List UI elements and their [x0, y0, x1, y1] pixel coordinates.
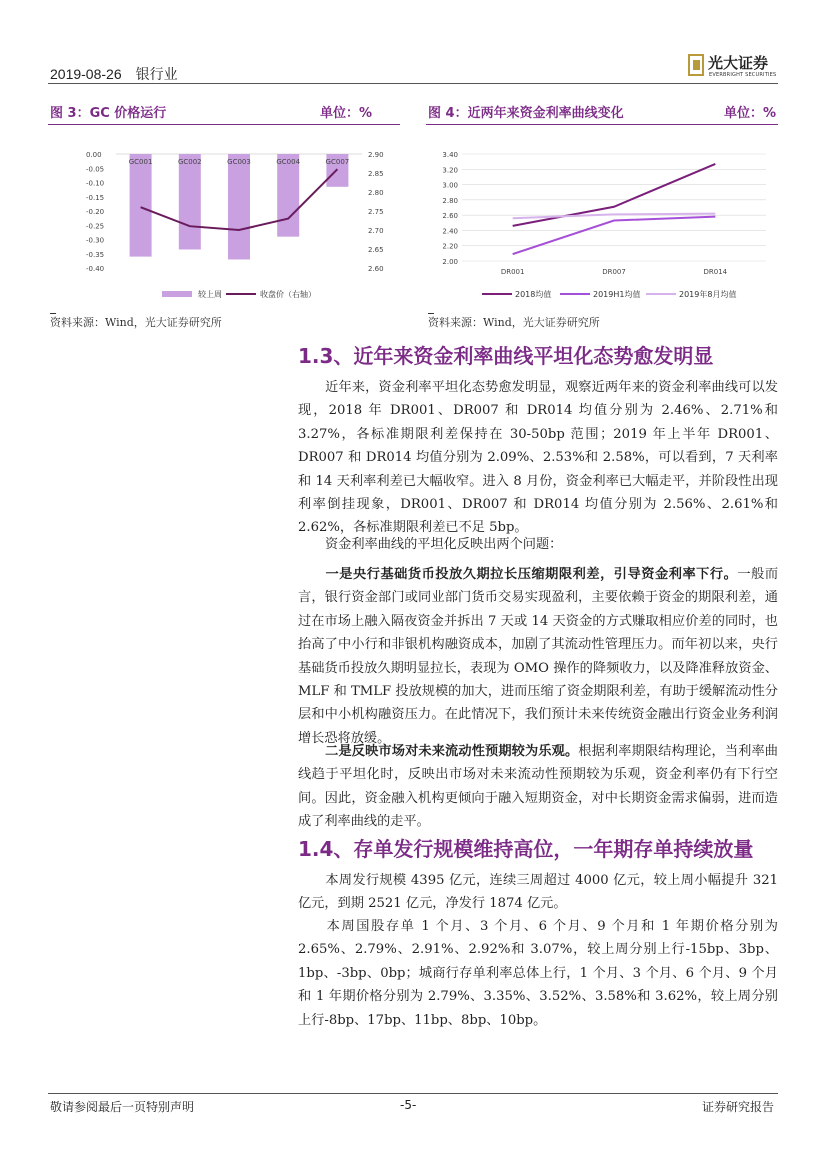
- header-divider: [48, 83, 778, 84]
- fig3-chart: [48, 140, 408, 310]
- legend-label-bar: 较上周: [198, 290, 222, 299]
- category-label: DR001: [500, 268, 525, 276]
- fig4-title-rule: [426, 124, 778, 125]
- legend-label-line: 收盘价（右轴）: [260, 290, 316, 299]
- paragraph-lead: 二是反映市场对未来流动性预期较为乐观。: [325, 744, 579, 759]
- fig3-title-rule: [48, 124, 400, 125]
- brand-logo: [688, 54, 783, 82]
- legend-label-2018: 2018均值: [515, 290, 552, 299]
- right-tick-label: 2.65: [368, 246, 384, 254]
- left-tick-label: -0.05: [86, 165, 105, 174]
- y-tick-label: 2.80: [442, 196, 458, 205]
- left-tick-label: -0.20: [86, 208, 105, 216]
- paragraph-text: 近年来，资金利率平坦化态势愈发明显，观察近两年来的资金利率曲线可以发现，2018 年 DR001、DR007 和 DR014 均值分别为 2.46%、2.71%和 3.27%，各标准期限利差保持在 30-50bp 范围；2019 年上半年 DR001、DR007 和 DR014 均值分别为 2.09%、2.53%和 2.58%，可以看到，7 天利率和 14 天利率利差已大幅收窄。进入 8 月份，资金利率已大幅走平，并阶段性出现利率倒挂现象，DR001、DR007 和 DR014 均值分别为 2.56%、2.61%和 2.62%，各标准期限利差已不足 5bp。: [298, 380, 778, 536]
- logo-english-name: EVERBRIGHT SECURITIES: [709, 72, 777, 78]
- fig4-lines: [513, 164, 716, 254]
- section-1-3-paragraph-4: [298, 740, 778, 834]
- logo-mark-icon: [688, 54, 704, 76]
- right-tick-label: 2.90: [368, 151, 384, 159]
- left-tick-label: -0.40: [86, 265, 105, 273]
- section-1-3-title: 1.3、近年来资金利率曲线平坦化态势愈发明显: [298, 344, 714, 368]
- fig4-chart: [426, 140, 778, 310]
- left-tick-label: -0.30: [86, 236, 105, 245]
- category-label: DR014: [703, 268, 728, 276]
- right-tick-label: 2.85: [368, 170, 384, 178]
- y-tick-label: 3.40: [442, 151, 458, 159]
- section-1-4-paragraph-2: [298, 915, 778, 1032]
- left-tick-label: 0.00: [86, 151, 102, 159]
- y-tick-label: 3.20: [442, 166, 458, 175]
- category-label: GC004: [276, 158, 301, 166]
- category-label: DR007: [602, 268, 626, 276]
- right-tick-label: 2.70: [368, 227, 384, 235]
- bar: [130, 154, 152, 257]
- series-line-1: [513, 217, 716, 254]
- footer-report-type: 证券研究报告: [702, 1100, 775, 1114]
- y-tick-label: 2.40: [442, 227, 458, 236]
- footer-disclaimer: 敬请参阅最后一页特别声明: [50, 1100, 195, 1114]
- fig3-title: 图 3：GC 价格运行: [50, 106, 167, 121]
- paragraph-text: 资金利率曲线的平坦化反映出两个问题：: [325, 537, 563, 552]
- section-1-3-paragraph-3: [298, 563, 778, 750]
- fig4-source: 资料来源：Wind，光大证券研究所: [428, 316, 600, 329]
- bar: [228, 154, 250, 259]
- left-tick-label: -0.25: [86, 222, 105, 231]
- paragraph-text: 根据利率期限结构理论，当利率曲线趋于平坦化时，反映出市场对未来流动性预期较为乐观，资金利率仍有下行空间。因此，资金融入机构更倾向于融入短期资金，对中长期资金需求偏弱，进而造成了利率曲线的走平。: [298, 744, 778, 830]
- fig4-legend: [482, 289, 736, 299]
- left-tick-label: -0.15: [86, 193, 105, 202]
- paragraph-text: 一般而言，银行资金部门或同业部门货币交易实现盈利，主要依赖于资金的期限利差，通过在市场上融入隔夜资金并拆出 7 天或 14 天资金的方式赚取相应价差的同时，也抬高了中小行和非银机构融资成本，加剧了其流动性管理压力。而年初以来，央行基础货币投放久期明显拉长，表现为 OMO 操作的降频收力，以及降准释放资金、MLF 和 TMLF 投放规模的加大，进而压缩了资金期限利差，有助于缓解流动性分层和中小机构融资压力。在此情况下，我们预计未来传统资金融出行资金业务利润增长恐将放缓。: [298, 567, 779, 746]
- right-tick-label: 2.75: [368, 208, 384, 216]
- section-1-3-paragraph-2: [298, 533, 778, 556]
- fig3-unit: 单位：%: [320, 106, 373, 121]
- left-tick-label: -0.10: [86, 179, 105, 188]
- category-label: GC002: [177, 158, 202, 166]
- bar: [277, 154, 299, 237]
- fig4-title: 图 4：近两年来资金利率曲线变化: [428, 106, 624, 121]
- page-number: -5-: [400, 1098, 417, 1112]
- y-tick-label: 2.00: [442, 258, 458, 266]
- logo-name: 光大证券: [708, 54, 769, 72]
- legend-swatch-bar: [162, 291, 192, 297]
- y-tick-label: 2.20: [442, 242, 458, 251]
- fig4-unit: 单位：%: [724, 106, 777, 121]
- fig3-legend: [162, 289, 316, 299]
- paragraph-text: 本周国股存单 1 个月、3 个月、6 个月、9 个月和 1 年期价格分别为 2.65%、2.79%、2.91%、2.92%和 3.07%，较上周分别上行-15bp、3bp、1bp、-3bp、0bp；城商行存单利率总体上行，1 个月、3 个月、6 个月、9 个月和 1 年期价格分别为 2.79%、3.35%、3.52%、3.58%和 3.62%，较上周分别上行-8bp、17bp、11bp、8bp、10bp。: [298, 919, 778, 1028]
- y-tick-label: 2.60: [442, 212, 458, 221]
- left-tick-label: -0.35: [86, 250, 105, 259]
- fig3-bars: [130, 154, 349, 259]
- category-label: GC003: [227, 158, 251, 166]
- paragraph-text: 本周发行规模 4395 亿元，连续三周超过 4000 亿元，较上周小幅提升 321 亿元，到期 2521 亿元，净发行 1874 亿元。: [298, 873, 778, 912]
- fig3-source: 资料来源：Wind，光大证券研究所: [50, 316, 222, 329]
- section-1-4-paragraph-1: [298, 869, 778, 916]
- report-date: 2019-08-26: [50, 66, 122, 82]
- bar: [179, 154, 201, 249]
- paragraph-lead: 一是央行基础货币投放久期拉长压缩期限利差，引导资金利率下行。: [325, 567, 738, 582]
- category-label: GC001: [128, 158, 153, 166]
- right-tick-label: 2.60: [368, 265, 384, 273]
- section-1-4-title: 1.4、存单发行规模维持高位，一年期存单持续放量: [298, 837, 754, 861]
- legend-label-2019aug: 2019年8月均值: [679, 290, 737, 299]
- industry-label: 银行业: [135, 66, 178, 82]
- footer-divider: [48, 1093, 778, 1094]
- y-tick-label: 3.00: [442, 181, 458, 190]
- report-header: [50, 64, 178, 84]
- legend-label-2019h1: 2019H1均值: [593, 290, 641, 299]
- right-tick-label: 2.80: [368, 189, 384, 197]
- section-1-3-paragraph-1: [298, 376, 778, 540]
- category-label: GC007: [325, 158, 350, 166]
